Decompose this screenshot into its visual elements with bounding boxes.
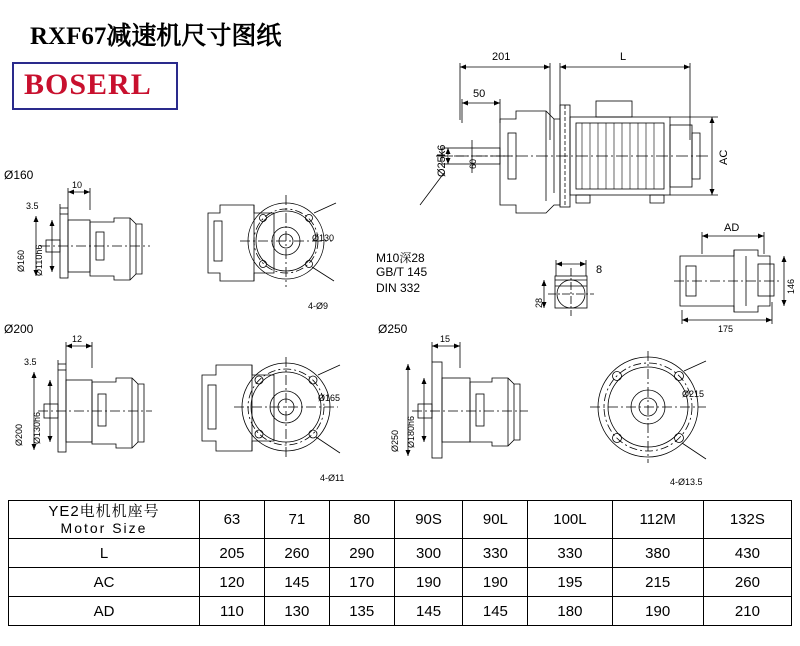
size-cell: 80 bbox=[329, 501, 394, 539]
size-cell: 63 bbox=[200, 501, 265, 539]
flange200-front-view bbox=[196, 345, 366, 483]
dim-d130h6: Ø130h6 bbox=[32, 411, 42, 444]
logo-box bbox=[12, 62, 178, 110]
value-cell: 260 bbox=[264, 539, 329, 568]
value-cell: 145 bbox=[463, 597, 528, 626]
dim-60: 60 bbox=[468, 158, 478, 169]
value-cell: 110 bbox=[200, 597, 265, 626]
value-cell: 190 bbox=[463, 568, 528, 597]
dim-201: 201 bbox=[492, 51, 511, 63]
value-cell: 215 bbox=[612, 568, 703, 597]
dim-10: 10 bbox=[72, 180, 83, 190]
dim-shaft-d25: Ø25k6 bbox=[436, 144, 448, 177]
value-cell: 195 bbox=[528, 568, 612, 597]
holes-4-d9: 4-Ø9 bbox=[308, 301, 329, 311]
motor-size-table bbox=[8, 500, 792, 626]
dim-d165: Ø165 bbox=[318, 393, 341, 403]
page-title: RXF67减速机尺寸图纸 bbox=[30, 23, 282, 50]
value-cell: 290 bbox=[329, 539, 394, 568]
dim-50: 50 bbox=[473, 88, 486, 100]
value-cell: 300 bbox=[394, 539, 463, 568]
dim-d200: Ø200 bbox=[14, 423, 24, 446]
dim-8: 8 bbox=[596, 264, 603, 276]
value-cell: 260 bbox=[703, 568, 791, 597]
value-cell: 135 bbox=[329, 597, 394, 626]
dim-L: L bbox=[620, 51, 627, 63]
thread-note-line3: DIN 332 bbox=[376, 281, 421, 295]
row-label: AC bbox=[9, 568, 200, 597]
logo-text: BOSERL bbox=[24, 68, 152, 101]
value-cell: 210 bbox=[703, 597, 791, 626]
dim-d215: Ø215 bbox=[682, 389, 705, 399]
size-cell: 112M bbox=[612, 501, 703, 539]
row-label: AD bbox=[9, 597, 200, 626]
dim-d250: Ø250 bbox=[390, 429, 400, 452]
flange250-label: Ø250 bbox=[378, 322, 408, 336]
dim-15: 15 bbox=[440, 334, 451, 344]
flange250-front-view bbox=[560, 345, 740, 487]
keyway-detail-view bbox=[520, 250, 630, 320]
flange160-front-view bbox=[200, 185, 360, 311]
row-label: L bbox=[9, 539, 200, 568]
value-cell: 190 bbox=[394, 568, 463, 597]
size-cell: 132S bbox=[703, 501, 791, 539]
thread-note-line2: GB/T 145 bbox=[376, 265, 428, 279]
size-cell: 90L bbox=[463, 501, 528, 539]
dim-3-5-b: 3.5 bbox=[24, 357, 37, 367]
holes-4-d11: 4-Ø11 bbox=[320, 473, 345, 483]
value-cell: 145 bbox=[394, 597, 463, 626]
value-cell: 120 bbox=[200, 568, 265, 597]
table-row bbox=[9, 539, 792, 568]
size-cell: 90S bbox=[394, 501, 463, 539]
value-cell: 430 bbox=[703, 539, 791, 568]
dim-d180h6: Ø180h6 bbox=[406, 415, 416, 448]
table-header-en: Motor Size bbox=[60, 520, 148, 537]
table-header-cn: YE2电机机座号 bbox=[48, 503, 160, 520]
dim-AD: AD bbox=[724, 222, 740, 234]
dim-d160: Ø160 bbox=[16, 249, 26, 272]
dim-175: 175 bbox=[718, 324, 734, 334]
dim-AC: AC bbox=[718, 149, 730, 165]
flange250-side-view bbox=[390, 334, 570, 469]
table-row bbox=[9, 568, 792, 597]
dim-d130: Ø130 bbox=[312, 233, 335, 243]
value-cell: 130 bbox=[264, 597, 329, 626]
table-row bbox=[9, 597, 792, 626]
value-cell: 380 bbox=[612, 539, 703, 568]
dim-146: 146 bbox=[786, 278, 796, 294]
value-cell: 330 bbox=[528, 539, 612, 568]
value-cell: 190 bbox=[612, 597, 703, 626]
value-cell: 145 bbox=[264, 568, 329, 597]
table-header-row bbox=[9, 501, 792, 539]
flange160-label: Ø160 bbox=[4, 168, 34, 182]
flange200-label: Ø200 bbox=[4, 322, 34, 336]
size-cell: 71 bbox=[264, 501, 329, 539]
thread-note-line1: M10深28 bbox=[376, 251, 425, 265]
dim-d110: Ø110h6 bbox=[34, 244, 44, 276]
size-cell: 100L bbox=[528, 501, 612, 539]
dim-12: 12 bbox=[72, 334, 83, 344]
value-cell: 170 bbox=[329, 568, 394, 597]
dim-28: 28 bbox=[534, 297, 544, 308]
dim-3-5: 3.5 bbox=[26, 201, 39, 211]
holes-4-d13-5: 4-Ø13.5 bbox=[670, 477, 703, 487]
value-cell: 180 bbox=[528, 597, 612, 626]
flange160-side-view bbox=[10, 180, 190, 290]
value-cell: 205 bbox=[200, 539, 265, 568]
value-cell: 330 bbox=[463, 539, 528, 568]
table-header-cell bbox=[9, 501, 200, 539]
flange200-side-view bbox=[10, 334, 190, 464]
assembly-view-right-small bbox=[660, 222, 800, 342]
